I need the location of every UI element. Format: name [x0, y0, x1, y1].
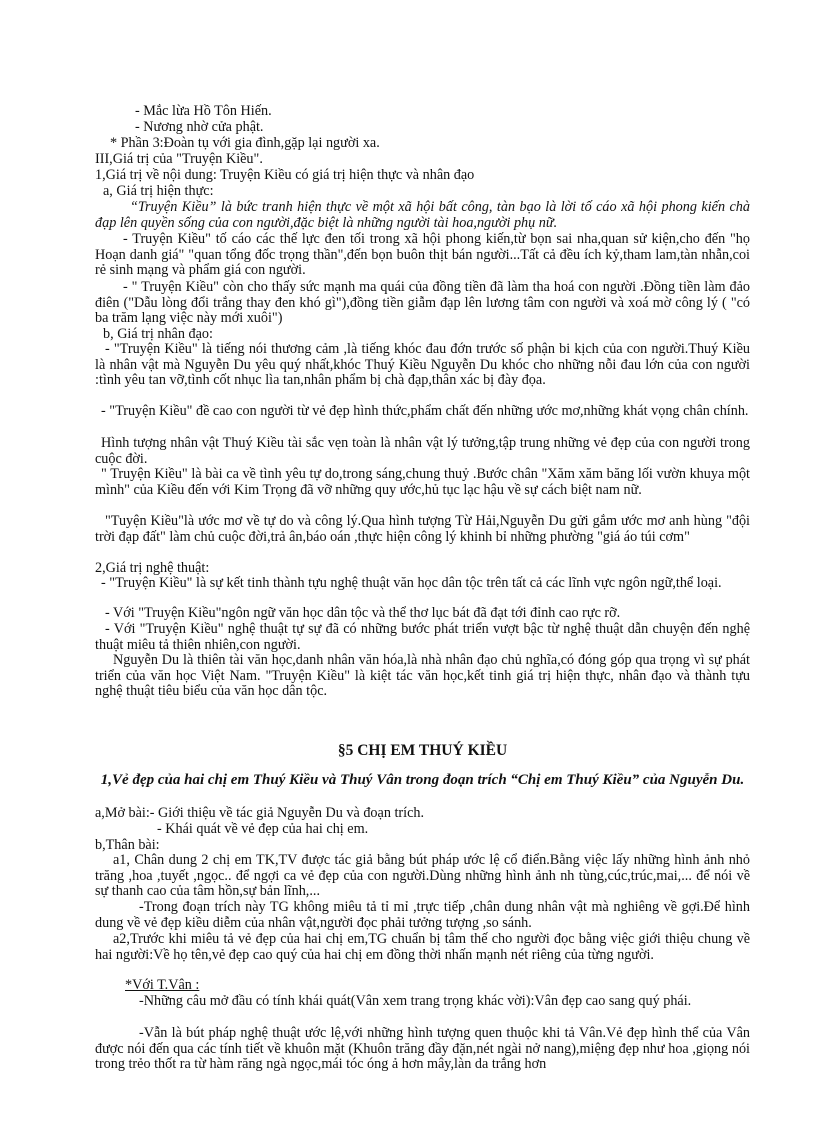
paragraph: - Với "Truyện Kiều" nghệ thuật tự sự đã có những bước phát triển vượt bậc từ nghệ thuật dẫn chuyện đến nghệ thuật miêu tả thiên nhiên,con người.: [95, 621, 750, 653]
section-subtitle: 1,Vẻ đẹp của hai chị em Thuý Kiều và Thuý Vân trong đoạn trích “Chị em Thuý Kiều” của Nguyễn Du.: [100, 772, 745, 788]
paragraph: -Những câu mở đầu có tính khái quát(Vân xem trang trọng khác vời):Vân đẹp cao sang quý phái.: [139, 993, 692, 1009]
text-line: - Nương nhờ cửa phật.: [135, 119, 264, 135]
text-line: III,Giá trị của "Truyện Kiều".: [95, 151, 263, 167]
subsection-label: *Với T.Vân :: [125, 977, 200, 993]
paragraph: - "Truyện Kiều" là tiếng nói thương cảm ,là tiếng khóc đau đớn trước số phận bi kịch của con người.Thuý Kiều là nhân vật mà Nguyễn Du yêu quý nhất,khóc Thuý Kiều Nguyễn Du khóc cho những nỗi đau lớn của con người :tình yêu tan vỡ,tình cốt nhục lìa tan,nhân phẩm bị chà đạp,thân xác bị đày đọa.: [95, 341, 750, 389]
paragraph: - "Truyện Kiều" là sự kết tinh thành tựu nghệ thuật văn học dân tộc trên tất cả các lĩnh vực ngôn ngữ,thể loại.: [101, 575, 722, 591]
paragraph: "Tuyện Kiều"là ước mơ về tự do và công lý.Qua hình tượng Từ Hải,Nguyễn Du gửi gắm ước mơ anh hùng "đội trời đạp đất" làm chủ cuộc đời,trả ân,báo oán ,thực hiện công lý khinh bỉ những phường "giá áo túi cơm": [95, 513, 750, 545]
text-line: - Khái quát về vẻ đẹp của hai chị em.: [157, 821, 369, 837]
text-line: b,Thân bài:: [95, 837, 160, 853]
text-line: a, Giá trị hiện thực:: [103, 183, 214, 199]
text-line: - Mắc lừa Hồ Tôn Hiến.: [135, 103, 272, 119]
paragraph: -Trong đoạn trích này TG không miêu tả tỉ mỉ ,trực tiếp ,chân dung nhân vật mà nghiêng về gợi.Để hình dung về vẻ đẹp kiều diễm của nhân vật,người đọc phải tưởng tượng ,so sánh.: [95, 899, 750, 931]
italic-paragraph: “Truyện Kiều” là bức tranh hiện thực về một xã hội bất công, tàn bạo là lời tố cáo xã hội phong kiến chà đạp lên quyền sống của con người,đặc biệt là những người tài hoa,người phụ nữ.: [95, 199, 750, 231]
paragraph: - "Truyện Kiều" đề cao con người từ vẻ đẹp hình thức,phẩm chất đến những ước mơ,những khát vọng chân chính.: [101, 403, 749, 419]
paragraph: Hình tượng nhân vật Thuý Kiều tài sắc vẹn toàn là nhân vật lý tưởng,tập trung những vẻ đẹp của con người trong cuộc đời.: [95, 435, 750, 467]
paragraph: - " Truyện Kiều" còn cho thấy sức mạnh ma quái của đồng tiền đã làm tha hoá con người .Đồng tiền làm đảo điên ("Dẫu lòng đổi trắng thay đen khó gì"),đồng tiền giẫm đạp lên lương tâm con người và xoá mờ công lý ( "có ba trăm lạng việc này mới xuôi"): [95, 279, 750, 327]
paragraph: -Vẫn là bút pháp nghệ thuật ước lệ,với những hình tượng quen thuộc khi tả Vân.Vẻ đẹp hình thể của Vân được nói đến qua các tính tiết về khuôn mặt (Khuôn trăng đầy đặn,nét ngài nở nang),miệng đẹp như hoa ,giọng nói trong trẻo thốt ra từ hàm răng ngà ngọc,mái tóc óng ả hơn mây,làn da trắng hơn: [95, 1025, 750, 1073]
paragraph: Nguyễn Du là thiên tài văn học,danh nhân văn hóa,là nhà nhân đạo chủ nghĩa,có đóng góp qua trọng vì sự phát triển của văn học Việt Nam. "Truyện Kiều" là kiệt tác văn học,kết tinh giá trị hiện thực, nhân đạo và thành tựu nghệ thuật tiêu biểu của văn học dân tộc.: [95, 652, 750, 700]
paragraph: - Với "Truyện Kiều"ngôn ngữ văn học dân tộc và thể thơ lục bát đã đạt tới đỉnh cao rực rỡ.: [105, 605, 621, 621]
text-line: a,Mở bài:- Giới thiệu về tác giả Nguyễn Du và đoạn trích.: [95, 805, 425, 821]
text-line: * Phần 3:Đoàn tụ với gia đình,gặp lại người xa.: [110, 135, 380, 151]
paragraph: " Truyện Kiều" là bài ca về tình yêu tự do,trong sáng,chung thuỷ .Bước chân "Xăm xăm băng lối vườn khuya một mình" của Kiều đến với Kim Trọng đã vỡ những quy ước,hủ tục lạc hậu về sự cách biệt nam nữ.: [95, 466, 750, 498]
text-line: 2,Giá trị nghệ thuật:: [95, 560, 210, 576]
text-line: b, Giá trị nhân đạo:: [103, 326, 213, 342]
section-title: §5 CHỊ EM THUÝ KIỀU: [337, 742, 508, 759]
paragraph: a1, Chân dung 2 chị em TK,TV được tác giả bằng bút pháp ước lệ cổ điển.Bằng việc lấy những hình ảnh nhỏ trăng ,hoa ,tuyết ,ngọc.. để ngợi ca vẻ đẹp của con người.Dùng những hình ảnh nh tùng,cúc,trúc,mai,... để nói về sự thanh cao của tâm hồn,sự bản lĩnh,...: [95, 852, 750, 900]
text-line: 1,Giá trị về nội dung: Truyện Kiều có giá trị hiện thực và nhân đạo: [95, 167, 475, 183]
paragraph: a2,Trước khi miêu tả vẻ đẹp của hai chị em,TG chuẩn bị tâm thế cho người đọc bằng việc giới thiệu chung về hai người:Về họ tên,vẻ đẹp cao quý của hai chị em đồng thời nhấn mạnh nét riêng của từng người.: [95, 931, 750, 963]
paragraph: - Truyện Kiều" tố cáo các thế lực đen tối trong xã hội phong kiến,từ bọn sai nha,quan sử kiện,cho đến "họ Hoạn danh giá" "quan tổng đốc trọng thần",đến bọn buôn thịt bán người...Tất cả đều ích kỷ,tham lam,tàn nhẫn,coi rẻ sinh mạng và phẩm giá con người.: [95, 231, 750, 279]
